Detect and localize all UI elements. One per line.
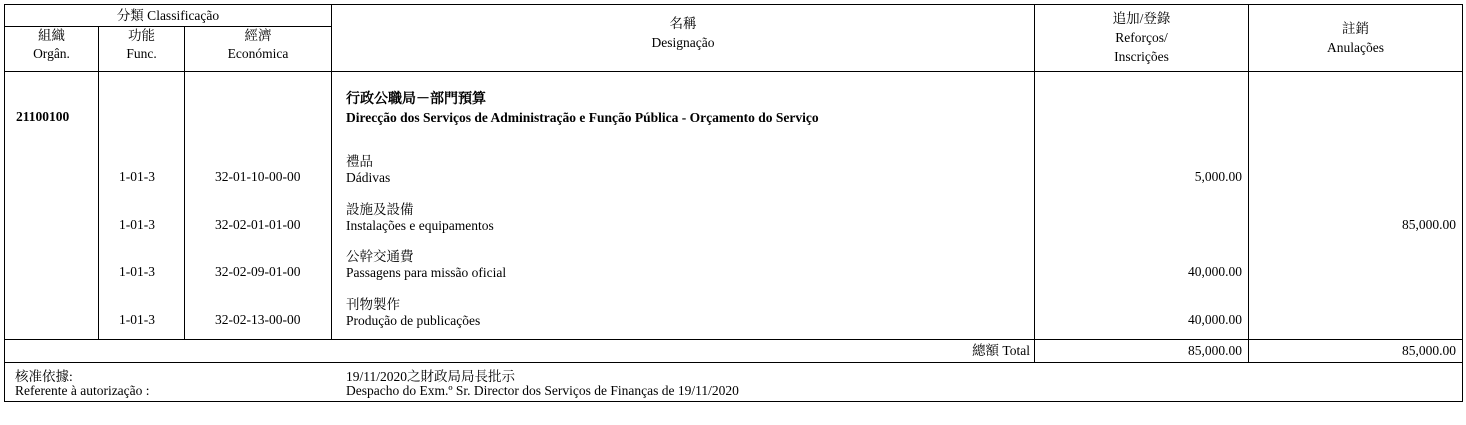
reinforcements-header-pt1: Reforços/ bbox=[1115, 30, 1168, 45]
annulments-header-pt: Anulações bbox=[1327, 40, 1384, 55]
organ-header-zh: 組織 bbox=[38, 28, 65, 43]
econ-header-zh: 經濟 bbox=[244, 28, 272, 43]
func-column bbox=[99, 72, 185, 340]
row-name-zh: 公幹交通費 bbox=[346, 249, 414, 264]
row-econ: 32-02-13-00-00 bbox=[215, 312, 301, 327]
row-name-pt: Dádivas bbox=[346, 170, 391, 185]
classification-header: 分類 Classificação bbox=[5, 5, 332, 27]
organ-header bbox=[5, 27, 99, 72]
total-label: 總額 Total bbox=[5, 340, 1035, 363]
authorization-footer bbox=[5, 363, 1463, 402]
basis-label-pt: Referente à autorização : bbox=[15, 383, 150, 398]
total-annulment: 85,000.00 bbox=[1249, 340, 1463, 363]
annulments-column bbox=[1249, 72, 1463, 340]
row-name-zh: 刊物製作 bbox=[346, 297, 400, 312]
row-name-pt: Produção de publicações bbox=[346, 313, 481, 328]
budget-table bbox=[4, 4, 1463, 402]
row-econ: 32-02-09-01-00 bbox=[215, 264, 301, 279]
row-name-zh: 設施及設備 bbox=[346, 202, 414, 217]
organ-header-pt: Orgân. bbox=[33, 46, 70, 61]
dispatch-pt: Despacho do Exm.º Sr. Director dos Serviços de Finanças de 19/11/2020 bbox=[346, 383, 739, 398]
econ-header bbox=[185, 27, 332, 72]
func-header bbox=[99, 27, 185, 72]
reinforcements-header bbox=[1035, 5, 1249, 72]
designation-column bbox=[332, 72, 1035, 340]
econ-header-pt: Económica bbox=[227, 46, 289, 61]
basis-label-zh: 核准依據: bbox=[15, 369, 73, 384]
entity-code: 21100100 bbox=[16, 109, 70, 124]
row-name-pt: Instalações e equipamentos bbox=[346, 218, 494, 233]
row-func: 1-01-3 bbox=[119, 264, 155, 279]
row-reinforcement: 40,000.00 bbox=[1188, 264, 1242, 279]
annulments-header-zh: 註銷 bbox=[1342, 21, 1369, 36]
func-header-pt: Func. bbox=[126, 46, 157, 61]
reinforcements-column bbox=[1035, 72, 1249, 340]
reinforcements-header-pt2: Inscrições bbox=[1114, 49, 1169, 64]
row-reinforcement: 40,000.00 bbox=[1188, 312, 1242, 327]
entity-name-pt: Direcção dos Serviços de Administração e Função Pública - Orçamento do Serviço bbox=[346, 110, 819, 125]
organ-column bbox=[5, 72, 99, 340]
row-econ: 32-01-10-00-00 bbox=[215, 169, 301, 184]
func-header-zh: 功能 bbox=[128, 28, 155, 43]
designation-header bbox=[332, 5, 1035, 72]
row-econ: 32-02-01-01-00 bbox=[215, 217, 301, 232]
econ-column bbox=[185, 72, 332, 340]
designation-header-zh: 名稱 bbox=[669, 16, 697, 31]
designation-header-pt: Designação bbox=[651, 35, 715, 50]
row-func: 1-01-3 bbox=[119, 217, 155, 232]
row-name-zh: 禮品 bbox=[346, 154, 373, 169]
row-func: 1-01-3 bbox=[119, 312, 155, 327]
total-reinforcement: 85,000.00 bbox=[1035, 340, 1249, 363]
row-reinforcement: 5,000.00 bbox=[1194, 169, 1242, 184]
row-annulment: 85,000.00 bbox=[1402, 217, 1456, 232]
dispatch-zh: 19/11/2020之財政局局長批示 bbox=[346, 369, 516, 384]
row-func: 1-01-3 bbox=[119, 169, 155, 184]
entity-name-zh: 行政公職局－部門預算 bbox=[346, 92, 486, 107]
row-name-pt: Passagens para missão oficial bbox=[346, 265, 507, 280]
reinforcements-header-zh: 追加/登錄 bbox=[1112, 11, 1171, 26]
annulments-header bbox=[1249, 5, 1463, 72]
